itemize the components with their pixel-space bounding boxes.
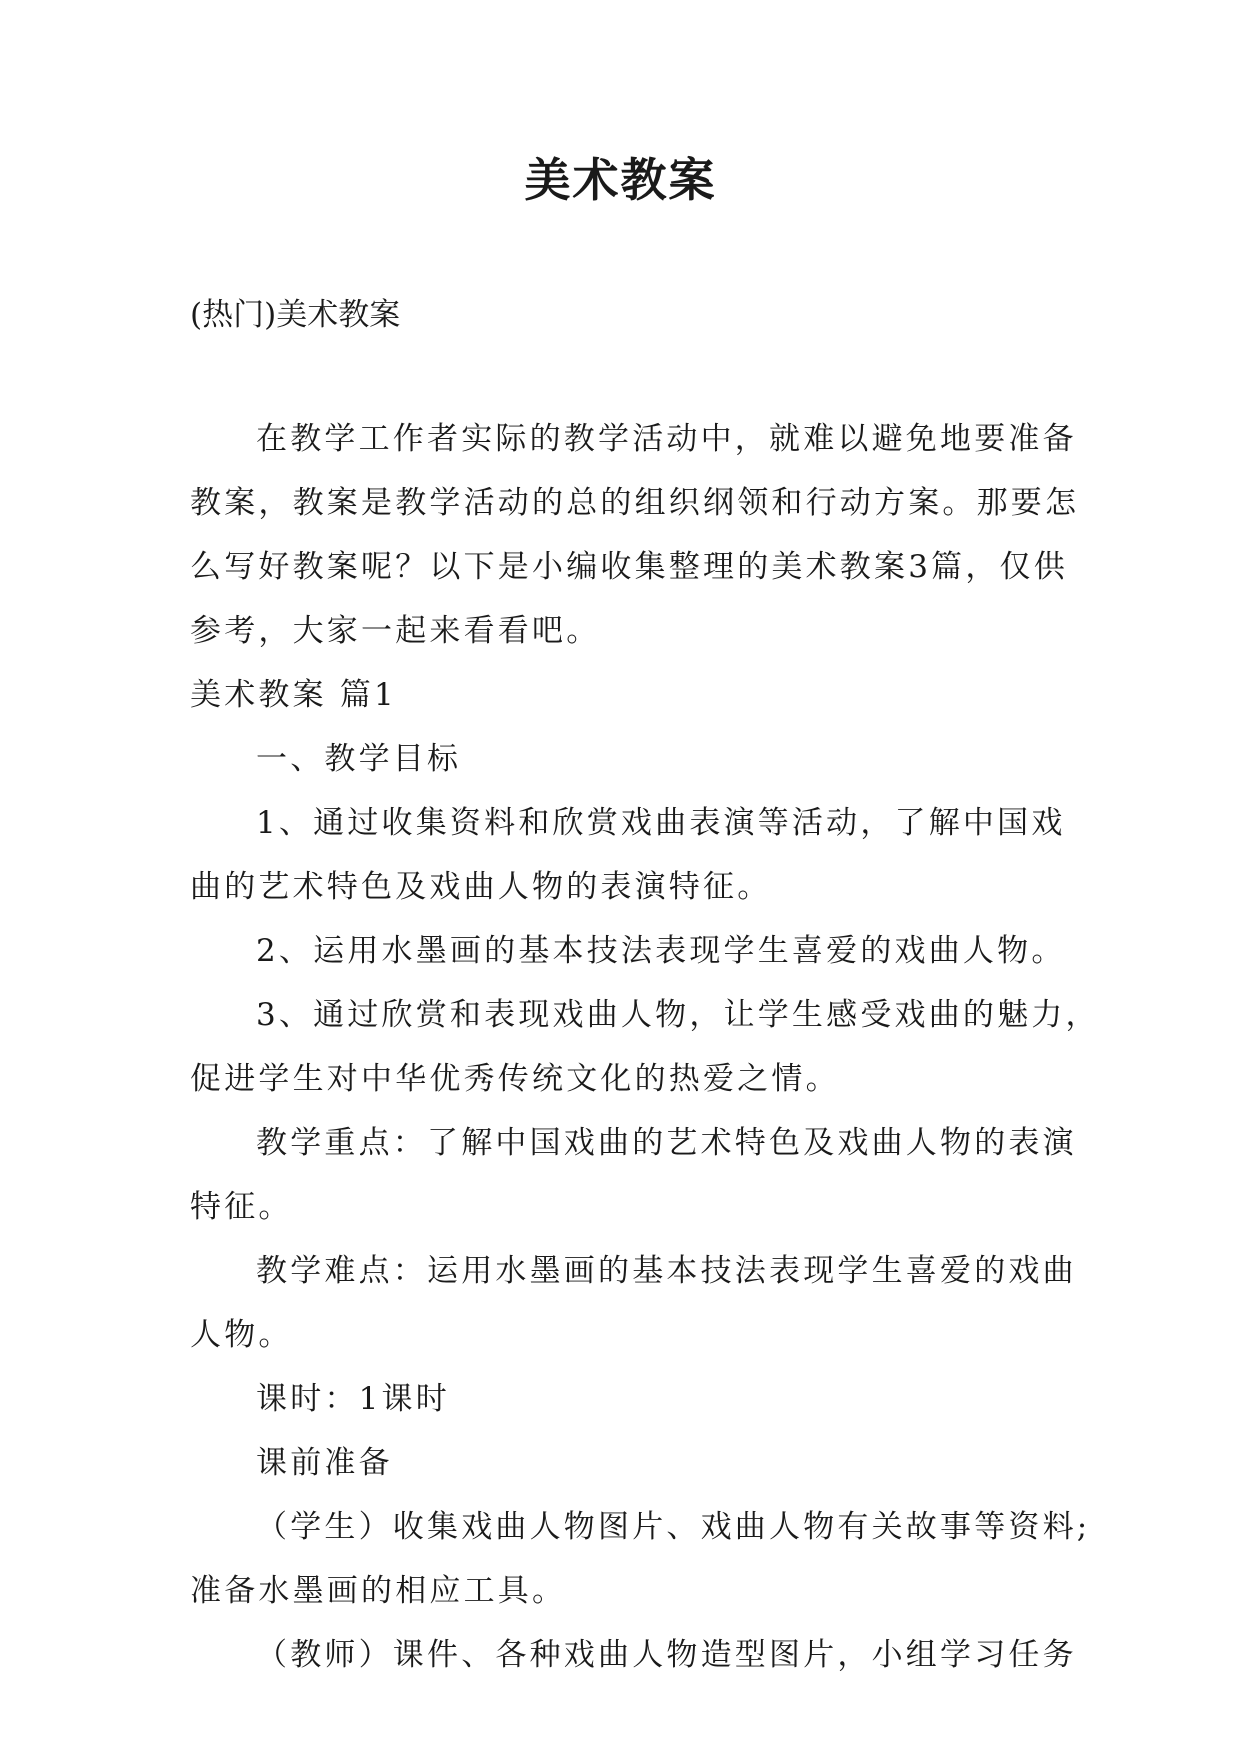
body-line: 么写好教案呢？以下是小编收集整理的美术教案3篇，仅供 (190, 549, 1068, 585)
body-line: 教学难点：运用水墨画的基本技法表现学生喜爱的戏曲 (256, 1253, 1077, 1289)
body-line: 促进学生对中华优秀传统文化的热爱之情。 (190, 1061, 840, 1097)
body-line: 课前准备 (256, 1445, 393, 1481)
body-line: 特征。 (190, 1189, 293, 1225)
body-line: 人物。 (190, 1317, 293, 1353)
body-line: 1、通过收集资料和欣赏戏曲表演等活动，了解中国戏 (256, 805, 1066, 841)
body-line: 教学重点：了解中国戏曲的艺术特色及戏曲人物的表演 (256, 1125, 1077, 1161)
body-line: 3、通过欣赏和表现戏曲人物，让学生感受戏曲的魅力， (256, 997, 1100, 1033)
body-line: （教师）课件、各种戏曲人物造型图片，小组学习任务 (256, 1637, 1077, 1673)
body-line: 课时：1课时 (256, 1381, 450, 1417)
body-line: 2、运用水墨画的基本技法表现学生喜爱的戏曲人物。 (256, 933, 1066, 969)
body-line: 曲的艺术特色及戏曲人物的表演特征。 (190, 869, 772, 905)
body-line: 教案，教案是教学活动的总的组织纲领和行动方案。那要怎 (190, 485, 1080, 521)
body-line: 参考，大家一起来看看吧。 (190, 613, 601, 649)
body-line: 一、教学目标 (256, 741, 462, 777)
document-subtitle: (热门)美术教案 (190, 297, 401, 333)
document-title: 美术教案 (524, 153, 717, 207)
body-line: 在教学工作者实际的教学活动中，就难以避免地要准备 (256, 421, 1077, 457)
body-line: 准备水墨画的相应工具。 (190, 1573, 567, 1609)
body-line: 美术教案 篇1 (190, 677, 397, 713)
document-body (190, 407, 1100, 1687)
body-line: （学生）收集戏曲人物图片、戏曲人物有关故事等资料; (256, 1509, 1091, 1545)
